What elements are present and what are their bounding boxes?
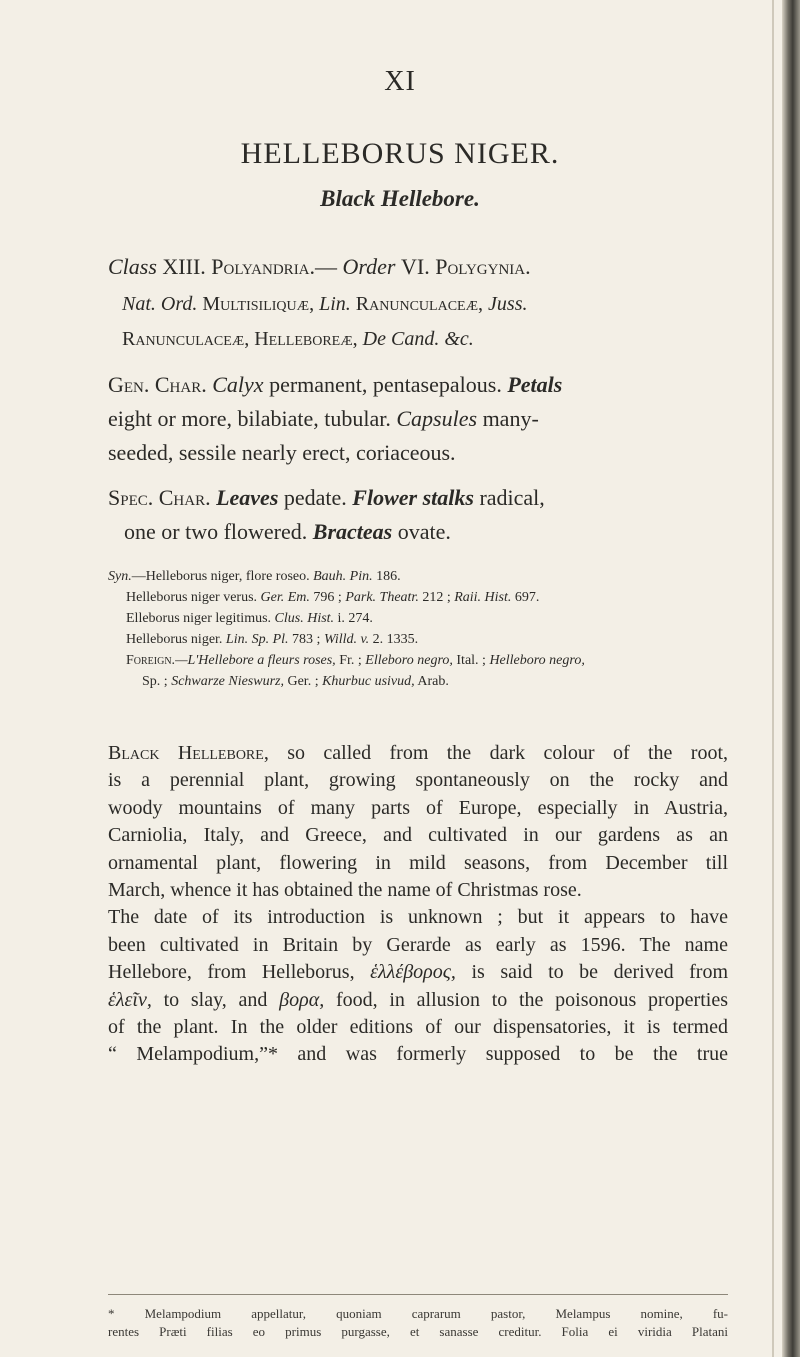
footnote-line: * Melampodium appellatur, quoniam caprarum pastor, Melampus nomine, fu- bbox=[108, 1306, 728, 1321]
leaves-term: Leaves bbox=[216, 485, 279, 510]
class-line bbox=[108, 254, 531, 280]
body-line bbox=[108, 959, 728, 986]
class-label: Class bbox=[108, 254, 157, 279]
capsules-text: many- bbox=[482, 406, 539, 431]
synonyms-block bbox=[108, 566, 728, 692]
page-number: XI bbox=[384, 66, 416, 97]
syn-page: 697. bbox=[514, 590, 540, 605]
order-label: Order bbox=[342, 254, 396, 279]
decand-abbrev: De Cand. &c. bbox=[362, 328, 474, 350]
body-paragraph bbox=[108, 740, 728, 1069]
gen-char-label: Gen. Char. bbox=[108, 372, 207, 397]
language: Fr. ; bbox=[339, 653, 362, 668]
syn-page: 212 ; bbox=[422, 590, 451, 605]
nat-ord-ranunculaceae: Ranunculaceæ, bbox=[355, 293, 484, 315]
foreign-names-line bbox=[108, 650, 728, 671]
body-line: March, whence it has obtained the name of Christmas rose. bbox=[108, 879, 582, 902]
calyx-term: Calyx bbox=[212, 372, 264, 397]
syn-text: Elleborus niger legitimus. bbox=[126, 611, 272, 626]
syn-page: 783 ; bbox=[292, 632, 321, 647]
spec-char-text-2: one or two flowered. bbox=[124, 519, 308, 544]
syn-page: i. 274. bbox=[337, 611, 373, 626]
spec-char-label: Spec. Char. bbox=[108, 485, 211, 510]
syn-text: —Helleborus niger, flore roseo. bbox=[131, 569, 310, 584]
syn-page: 186. bbox=[376, 569, 401, 584]
syn-text: Helleborus niger verus. bbox=[126, 590, 258, 605]
body-line: woody mountains of many parts of Europe, especially in Austria, bbox=[108, 796, 728, 819]
foreign-name: Elleboro negro, bbox=[365, 653, 453, 668]
footnote-rule bbox=[108, 1294, 728, 1295]
body-line bbox=[108, 740, 728, 767]
body-line: The date of its introduction is unknown ; but it appears to have bbox=[108, 906, 728, 929]
class-value: XIII. Polyandria. bbox=[162, 254, 316, 279]
syn-page: 796 ; bbox=[313, 590, 342, 605]
flower-stalks-text: radical, bbox=[479, 485, 545, 510]
body-text: food, in allusion to the poisonous properties bbox=[335, 988, 728, 1011]
synonym-line bbox=[108, 608, 728, 629]
syn-page: 2. 1335. bbox=[372, 632, 419, 647]
calyx-text: permanent, pentasepalous. bbox=[269, 372, 502, 397]
spec-char-line-2 bbox=[124, 519, 451, 545]
syn-ref: Lin. Sp. Pl. bbox=[225, 632, 289, 647]
body-text: to slay, and bbox=[163, 988, 268, 1011]
order-value: VI. Polygynia. bbox=[401, 254, 531, 279]
page-title: HELLEBORUS NIGER. bbox=[240, 137, 560, 170]
spec-char-line-1 bbox=[108, 485, 545, 511]
nat-ord-line bbox=[122, 293, 527, 316]
page-subtitle: Black Hellebore. bbox=[320, 186, 480, 211]
foreign-name: Schwarze Nieswurz, bbox=[171, 674, 284, 689]
synonym-line bbox=[108, 629, 728, 650]
language: Arab. bbox=[417, 674, 449, 689]
bracteas-term: Bracteas bbox=[312, 519, 393, 544]
foreign-label: Foreign. bbox=[126, 653, 176, 668]
body-line: is a perennial plant, growing spontaneously on the rocky and bbox=[108, 769, 728, 792]
body-line: been cultivated in Britain by Gerarde as early as 1596. The name bbox=[108, 933, 728, 956]
syn-ref: Raii. Hist. bbox=[454, 590, 512, 605]
language: Sp. ; bbox=[142, 674, 168, 689]
footnote-line: rentes Præti filias eo primus purgasse, et sanasse creditur. Folia ei viridia Platani bbox=[108, 1324, 728, 1339]
body-text: Hellebore, from Helleborus, bbox=[108, 961, 355, 984]
body-line: Carniolia, Italy, and Greece, and cultivated in our gardens as an bbox=[108, 824, 728, 847]
foreign-name: Helleboro negro, bbox=[489, 653, 585, 668]
greek-word: ἑλλέβορος, bbox=[370, 961, 456, 984]
body-text: so called from the dark colour of the root, bbox=[287, 742, 729, 764]
leaves-text: pedate. bbox=[283, 485, 347, 510]
foreign-name: —L'Hellebore a fleurs roses, bbox=[175, 653, 336, 668]
syn-ref: Ger. Em. bbox=[260, 590, 310, 605]
body-line: of the plant. In the older editions of our dispensatories, it is termed bbox=[108, 1016, 728, 1039]
gen-char-line-3: seeded, sessile nearly erect, coriaceous. bbox=[108, 440, 456, 465]
syn-ref: Bauh. Pin. bbox=[313, 569, 373, 584]
body-text: is said to be derived from bbox=[471, 961, 729, 984]
body-line bbox=[108, 987, 728, 1014]
body-line: ornamental plant, flowering in mild seasons, from December till bbox=[108, 851, 728, 874]
greek-word: βορα, bbox=[279, 988, 325, 1011]
syn-ref: Clus. Hist. bbox=[274, 611, 335, 626]
body-line: “ Melampodium,”* and was formerly supposed to be the true bbox=[108, 1043, 728, 1066]
gen-char-text-2: eight or more, bilabiate, tubular. bbox=[108, 406, 391, 431]
syn-label: Syn. bbox=[108, 569, 132, 584]
synonym-line bbox=[108, 566, 728, 587]
gen-char-line-2 bbox=[108, 406, 539, 432]
nat-ord-helleboreae: Ranunculaceæ, Helleboreæ, bbox=[122, 328, 358, 350]
synonym-line bbox=[108, 587, 728, 608]
dash: — bbox=[315, 254, 338, 279]
nat-ord-label: Nat. Ord. bbox=[122, 293, 198, 315]
syn-ref: Park. Theatr. bbox=[345, 590, 419, 605]
juss-abbrev: Juss. bbox=[488, 293, 528, 315]
language: Ger. ; bbox=[287, 674, 319, 689]
capsules-term: Capsules bbox=[396, 406, 478, 431]
bracteas-text: ovate. bbox=[397, 519, 451, 544]
language: Ital. ; bbox=[456, 653, 486, 668]
greek-word: ἑλεῖν, bbox=[108, 988, 152, 1011]
syn-ref: Willd. v. bbox=[323, 632, 370, 647]
lin-abbrev: Lin. bbox=[319, 293, 351, 315]
flower-stalks-term: Flower stalks bbox=[352, 485, 474, 510]
gen-char-line-1 bbox=[108, 372, 562, 398]
foreign-names-line bbox=[108, 671, 728, 692]
syn-text: Helleborus niger. bbox=[126, 632, 223, 647]
nat-ord-multisiliquae: Multisiliquæ, bbox=[202, 293, 315, 315]
nat-ord-line-2 bbox=[122, 328, 474, 351]
lead-words: Black Hellebore, bbox=[108, 742, 269, 764]
petals-term: Petals bbox=[507, 372, 563, 397]
foreign-name: Khurbuc usivud, bbox=[322, 674, 415, 689]
footnote bbox=[108, 1305, 728, 1341]
